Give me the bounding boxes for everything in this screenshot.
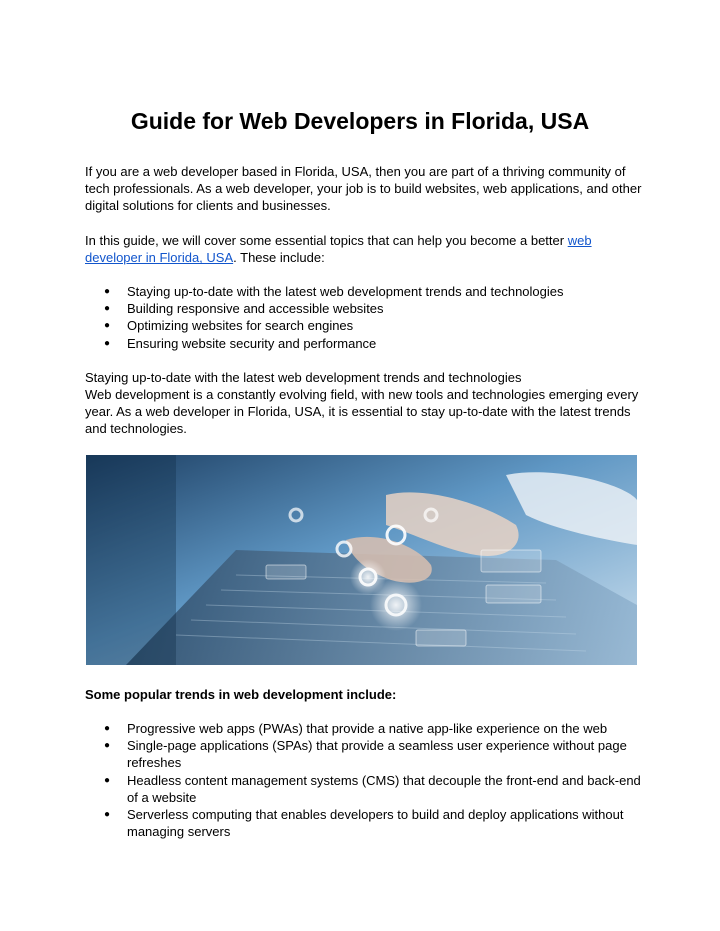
page-title: Guide for Web Developers in Florida, USA [130,108,590,134]
list-item: ● Single-page applications (SPAs) that provide a seamless user experience without page refreshes [85,737,645,771]
trends-heading: Some popular trends in web development include: [85,687,397,702]
list-item: ● Ensuring website security and performance [85,335,645,352]
trends-list [85,720,645,840]
list-item: ● Serverless computing that enables developers to build and deploy applications without managing servers [85,806,645,840]
guide-text-before: In this guide, we will cover some essential topics that can help you become a better [85,233,568,248]
topics-list [85,283,645,352]
list-item: ● Headless content management systems (CMS) that decouple the front-end and back-end of a website [85,772,645,806]
section-heading: Staying up-to-date with the latest web development trends and technologies [85,370,522,385]
intro-paragraph: If you are a web developer based in Florida, USA, then you are part of a thriving community of tech professionals. As a web developer, your job is to build websites, web applications, and other digital solutions for clients and businesses. [85,164,642,214]
list-item: ● Progressive web apps (PWAs) that provide a native app-like experience on the web [85,720,645,737]
list-item: ● Staying up-to-date with the latest web development trends and technologies [85,283,645,300]
hero-image [86,455,637,665]
guide-paragraph [85,232,645,266]
list-item: ● Optimizing websites for search engines [85,317,645,334]
web-developer-link[interactable]: web developer in Florida, USA [85,233,592,266]
laptop-hands-illustration [86,455,637,665]
section-body: Web development is a constantly evolving field, with new tools and technologies emerging every year. As a web developer in Florida, USA, it is essential to stay up-to-date with the latest trends and technologies. [85,387,639,437]
list-item: ● Building responsive and accessible websites [85,300,645,317]
guide-text-after: . These include: [233,250,325,266]
